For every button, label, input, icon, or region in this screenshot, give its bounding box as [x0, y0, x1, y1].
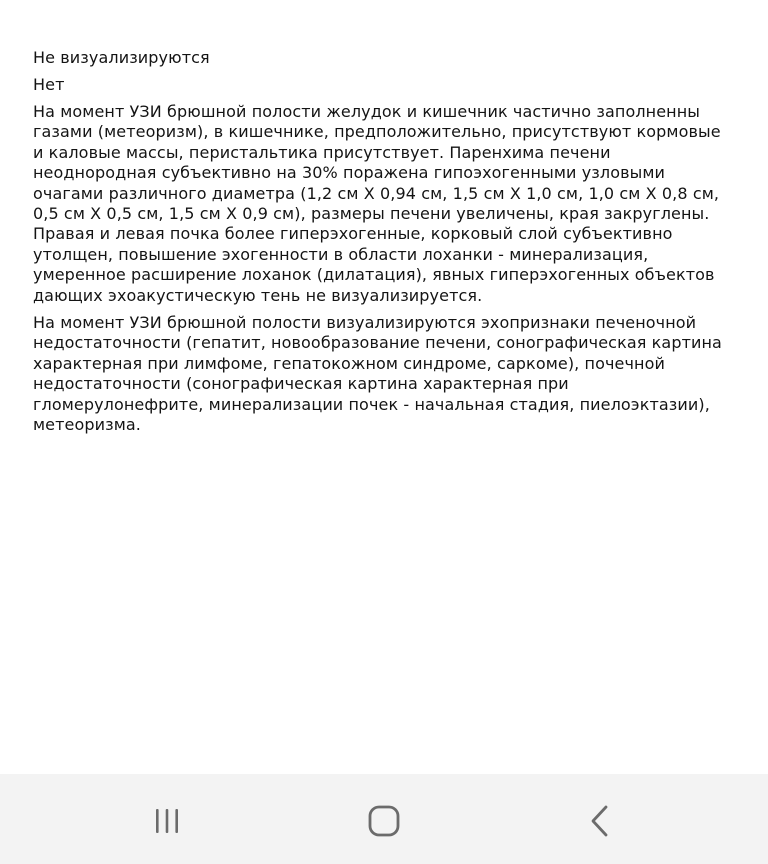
findings-paragraph: На момент УЗИ брюшной полости желудок и кишечник частично заполненны газами (метеоризм), в кишечнике, предположительно, присутствуют кормовые и каловые массы, перистальтика присутствует. Паренхима печени неоднородная субъективно на 30% поражена гипоэхогенными узловыми очагами различного диаметра (1,2 см Х 0,94 см, 1,5 см Х 1,0 см, 1,0 см Х 0,8 см, 0,5 см Х 0,5 см, 1,5 см Х 0,9 см), размеры печени увеличены, края закруглены. Правая и левая почка более гиперэхогенные, корковый слой субъективно утолщен, повышение эхогенности в области лоханки - минерализация, умеренное расширение лоханок (дилатация), явных гиперэхогенных объектов дающих эхоакустическую тень не визуализируется.	[33, 102, 721, 305]
system-navigation-bar	[0, 774, 768, 864]
report-content	[33, 48, 733, 443]
conclusion-paragraph: На момент УЗИ брюшной полости визуализируются эхопризнаки печеночной недостаточности (гепатит, новообразование печени, сонографическая картина характерная при лимфоме, гепатокожном синдроме, саркоме), почечной недостаточности (сонографическая картина характерная при гломерулонефрите, минерализации почек - начальная стадия, пиелоэктазии), метеоризма.	[33, 313, 722, 435]
recent-apps-button[interactable]	[137, 796, 197, 846]
home-button[interactable]	[354, 796, 414, 846]
answer-text: Нет	[33, 75, 65, 94]
visualization-status-text: Не визуализируются	[33, 48, 210, 67]
back-button[interactable]	[570, 796, 630, 846]
back-icon	[585, 804, 615, 838]
recent-apps-icon	[152, 806, 182, 836]
home-icon	[367, 804, 401, 838]
